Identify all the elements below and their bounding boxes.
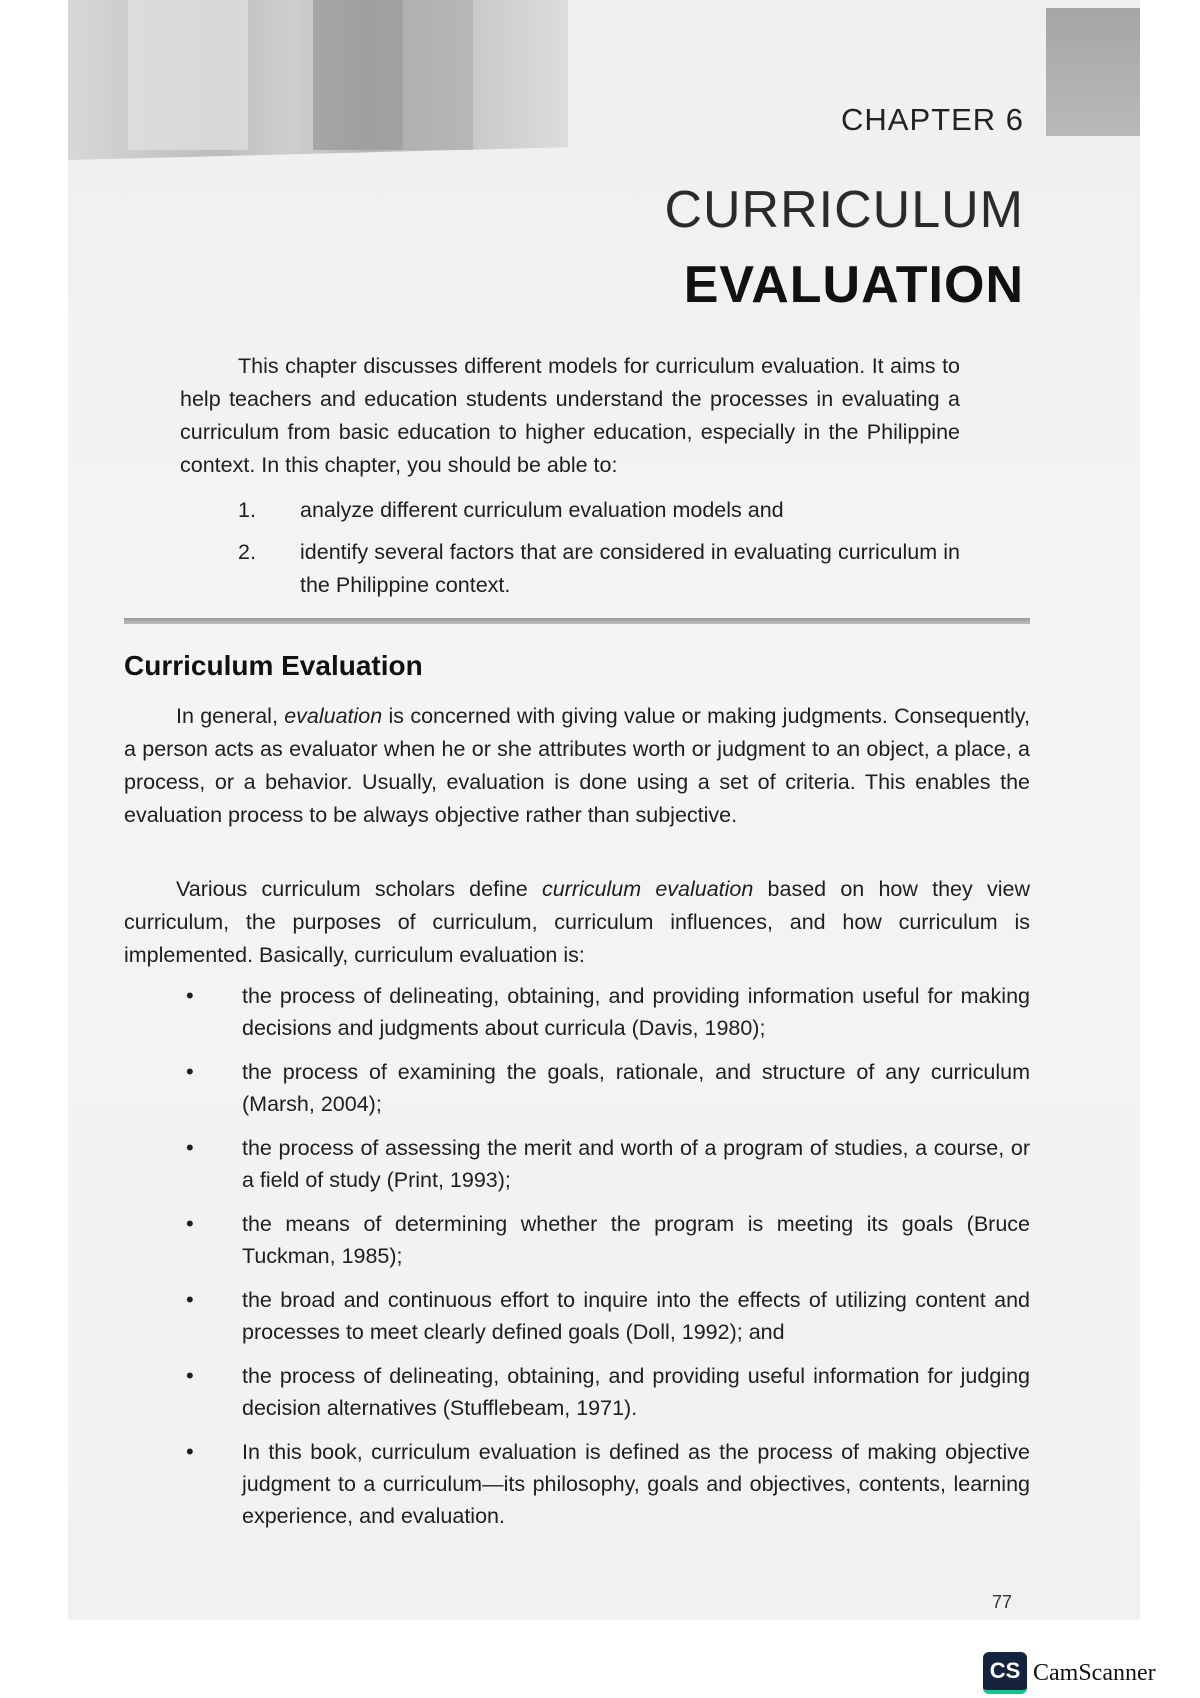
camscanner-watermark <box>983 1652 1156 1694</box>
p1-term: evaluation <box>284 704 383 728</box>
list-item-text: the process of delineating, obtaining, and providing information useful for making decisions and judgments about curricula (Davis, 1980); <box>242 984 1030 1040</box>
objective-item <box>238 494 960 527</box>
bullet-icon: • <box>186 1135 194 1160</box>
list-item-text: the process of delineating, obtaining, and providing useful information for judging decision alternatives (Stufflebeam, 1971). <box>242 1364 1030 1420</box>
paragraph-scholars-definition <box>124 873 1030 972</box>
bullet-icon: • <box>186 1287 194 1312</box>
objective-text: analyze different curriculum evaluation models and <box>300 498 784 522</box>
header-corner-block <box>1046 8 1140 136</box>
list-item <box>186 1436 1030 1532</box>
list-item <box>186 1056 1030 1120</box>
list-item-text: In this book, curriculum evaluation is defined as the process of making objective judgment to a curriculum—its philosophy, goals and objectives, contents, learning experience, and evaluation. <box>242 1440 1030 1528</box>
section-heading: Curriculum Evaluation <box>124 650 423 681</box>
objective-item <box>238 536 960 602</box>
p2-text-end: based on how they view curriculum, the purposes of curriculum, curriculum influences, and how curriculum is implemented. Basically, curriculum evaluation is: <box>124 877 1030 967</box>
list-item-text: the process of examining the goals, rationale, and structure of any curriculum (Marsh, 2004); <box>242 1060 1030 1116</box>
paragraph-evaluation-definition <box>124 700 1030 832</box>
bullet-icon: • <box>186 1439 194 1464</box>
objectives-list <box>238 494 960 611</box>
bullet-icon: • <box>186 983 194 1008</box>
list-item <box>186 1208 1030 1272</box>
bullet-icon: • <box>186 1211 194 1236</box>
list-item-text: the process of assessing the merit and worth of a program of studies, a course, or a field of study (Print, 1993); <box>242 1136 1030 1192</box>
p2-term: curriculum evaluation <box>541 877 754 901</box>
list-item-text: the means of determining whether the program is meeting its goals (Bruce Tuckman, 1985); <box>242 1212 1030 1268</box>
section-divider <box>124 618 1030 624</box>
chapter-title-line2: EVALUATION <box>683 256 1024 314</box>
objective-number: 1. <box>238 498 256 522</box>
list-item <box>186 980 1030 1044</box>
chapter-label: CHAPTER 6 <box>841 102 1024 137</box>
list-item <box>186 1132 1030 1196</box>
objective-text: identify several factors that are considered in evaluating curriculum in the Philippine context. <box>300 540 960 597</box>
header-banner-graphic <box>68 0 568 160</box>
p1-text-start: In general, <box>176 704 285 728</box>
p2-text-start: Various curriculum scholars define <box>176 877 542 901</box>
page-number: 77 <box>992 1592 1013 1612</box>
list-item <box>186 1284 1030 1348</box>
intro-paragraph: This chapter discusses different models for curriculum evaluation. It aims to help teachers and education students understand the processes in evaluating a curriculum from basic education to higher education, especially in the Philippine context. In this chapter, you should be able to: <box>180 354 960 477</box>
bullet-icon: • <box>186 1363 194 1388</box>
bullet-icon: • <box>186 1059 194 1084</box>
camscanner-name: CamScanner <box>1033 1659 1156 1686</box>
list-item-text: the broad and continuous effort to inquire into the effects of utilizing content and processes to meet clearly defined goals (Doll, 1992); and <box>242 1288 1030 1344</box>
list-item <box>186 1360 1030 1424</box>
chapter-title-line1: CURRICULUM <box>664 181 1024 239</box>
camscanner-logo-icon: CS <box>983 1652 1027 1694</box>
p1-text-end: is concerned with giving value or making judgments. Consequently, a person acts as evaluator when he or she attributes worth or judgment to an object, a place, a process, or a behavior. Usually, evaluation is done using a set of criteria. This enables the evaluation process to be always objective rather than subjective. <box>124 704 1030 827</box>
objective-number: 2. <box>238 540 256 564</box>
definitions-list <box>186 980 1030 1544</box>
